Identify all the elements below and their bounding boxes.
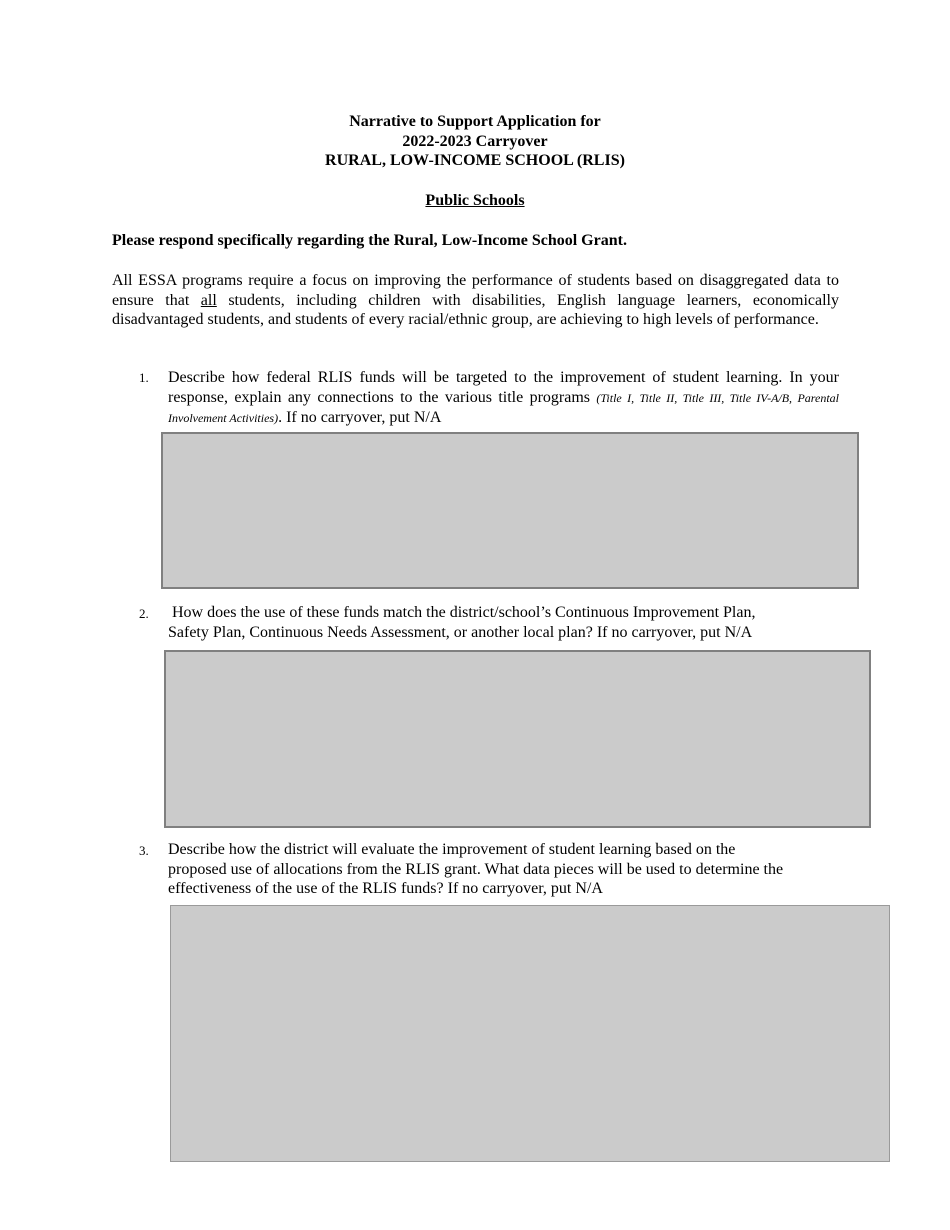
question-1-main: Describe how federal RLIS funds will be targeted to the improvement of student learning. In your response, explain any connections to the various title programs [168, 369, 839, 406]
question-3-line-2: proposed use of allocations from the RLIS grant. What data pieces will be used to determine the [168, 860, 784, 878]
question-3-text [168, 840, 783, 899]
question-1-note: (Title I, Title II, Title III, Title IV-A/B, Parental Involvement Activities) [168, 390, 839, 425]
intro-paragraph [112, 271, 839, 330]
question-1-number: 1. [139, 370, 149, 385]
header-line-2: 2022-2023 Carryover [402, 132, 548, 150]
question-3-line-3: effectiveness of the use of the RLIS funds? If no carryover, put N/A [168, 880, 603, 897]
question-1-text [168, 368, 839, 429]
section-title [0, 191, 950, 211]
question-3-line-1: Describe how the district will evaluate the improvement of student learning based on the [168, 841, 736, 858]
intro-emphasis: all [200, 291, 217, 309]
question-3-answer-field[interactable] [170, 905, 890, 1162]
question-2-text [168, 603, 755, 642]
question-2-line-2: Safety Plan, Continuous Needs Assessment, or another local plan? If no carryover, put N/A [168, 623, 753, 641]
intro-before: All ESSA programs require a focus on improving the performance of students based on disaggregated data to ensure that [112, 272, 839, 309]
question-2-line-1: How does the use of these funds match the district/school’s Continuous Improvement Plan, [168, 604, 756, 621]
question-1-tail: . If no carryover, put N/A [278, 409, 442, 426]
question-2-answer-field[interactable] [164, 650, 871, 828]
question-2-number: 2. [139, 606, 149, 621]
intro-after: students, including children with disabilities, English language learners, economically disadvantaged students, and students of every racial/ethnic group, are achieving to high levels of performance. [112, 291, 840, 328]
instruction: Please respond specifically regarding the Rural, Low-Income School Grant. [112, 232, 627, 249]
header-line-3: RURAL, LOW-INCOME SCHOOL (RLIS) [325, 152, 625, 169]
section-title-text: Public Schools [425, 192, 525, 209]
document-header [0, 112, 950, 171]
question-3-number: 3. [139, 843, 149, 858]
header-line-1: Narrative to Support Application for [349, 113, 601, 130]
question-1-answer-field[interactable] [161, 432, 859, 589]
